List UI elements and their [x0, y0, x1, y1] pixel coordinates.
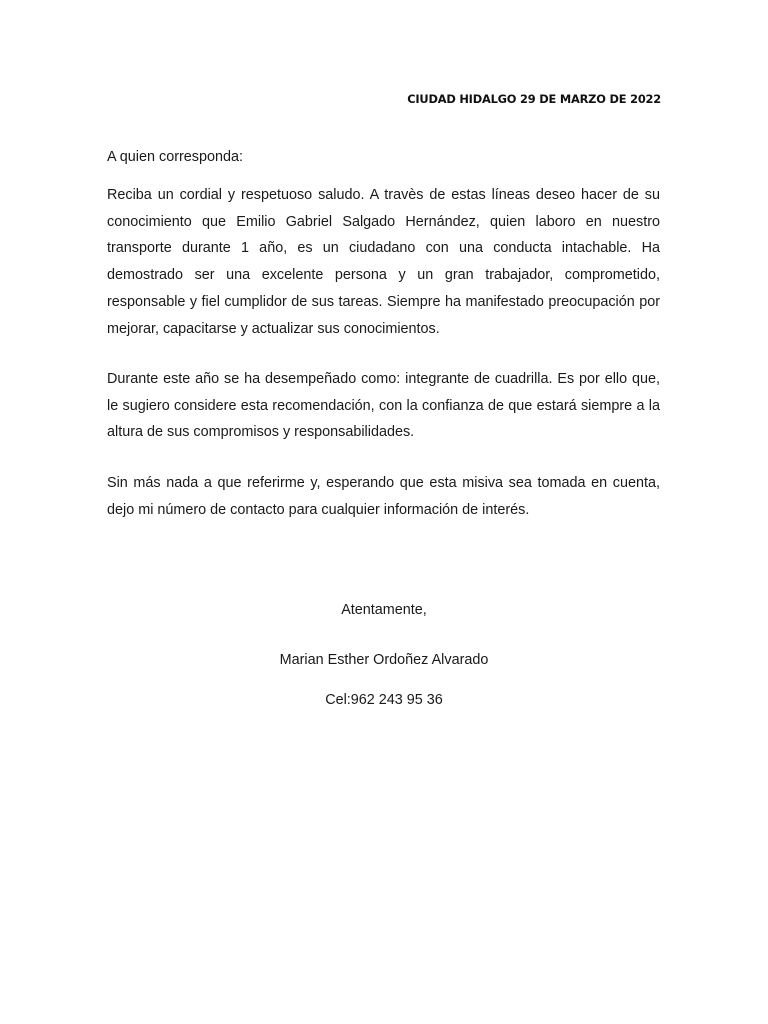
body-paragraph-1: Reciba un cordial y respetuoso saludo. A travès de estas líneas deseo hacer de su conocimiento que Emilio Gabriel Salgado Hernández, quien laboro en nuestro transporte durante 1 año, es un ciudadano con una conducta intachable. Ha demostrado ser una excelente persona y un gran trabajador, comprometido, responsable y fiel cumplidor de sus tareas. Siempre ha manifestado preocupación por mejorar, capacitarse y actualizar sus conocimientos. — [107, 187, 660, 337]
closing-phrase: Atentamente, — [341, 602, 427, 618]
body-paragraph-2: Durante este año se ha desempeñado como: integrante de cuadrilla. Es por ello que, le sugiero considere esta recomendación, con la confianza de que estará siempre a la altura de sus compromisos y responsabilidades. — [107, 371, 660, 441]
signer-name: Marian Esther Ordoñez Alvarado — [279, 652, 489, 668]
signer-phone: Cel:962 243 95 36 — [325, 692, 443, 708]
body-paragraph-3: Sin más nada a que referirme y, esperando que esta misiva sea tomada en cuenta, dejo mi número de contacto para cualquier información de interés. — [107, 475, 660, 518]
salutation: A quien corresponda: — [107, 149, 244, 165]
date-line: CIUDAD HIDALGO 29 DE MARZO DE 2022 — [407, 92, 661, 106]
